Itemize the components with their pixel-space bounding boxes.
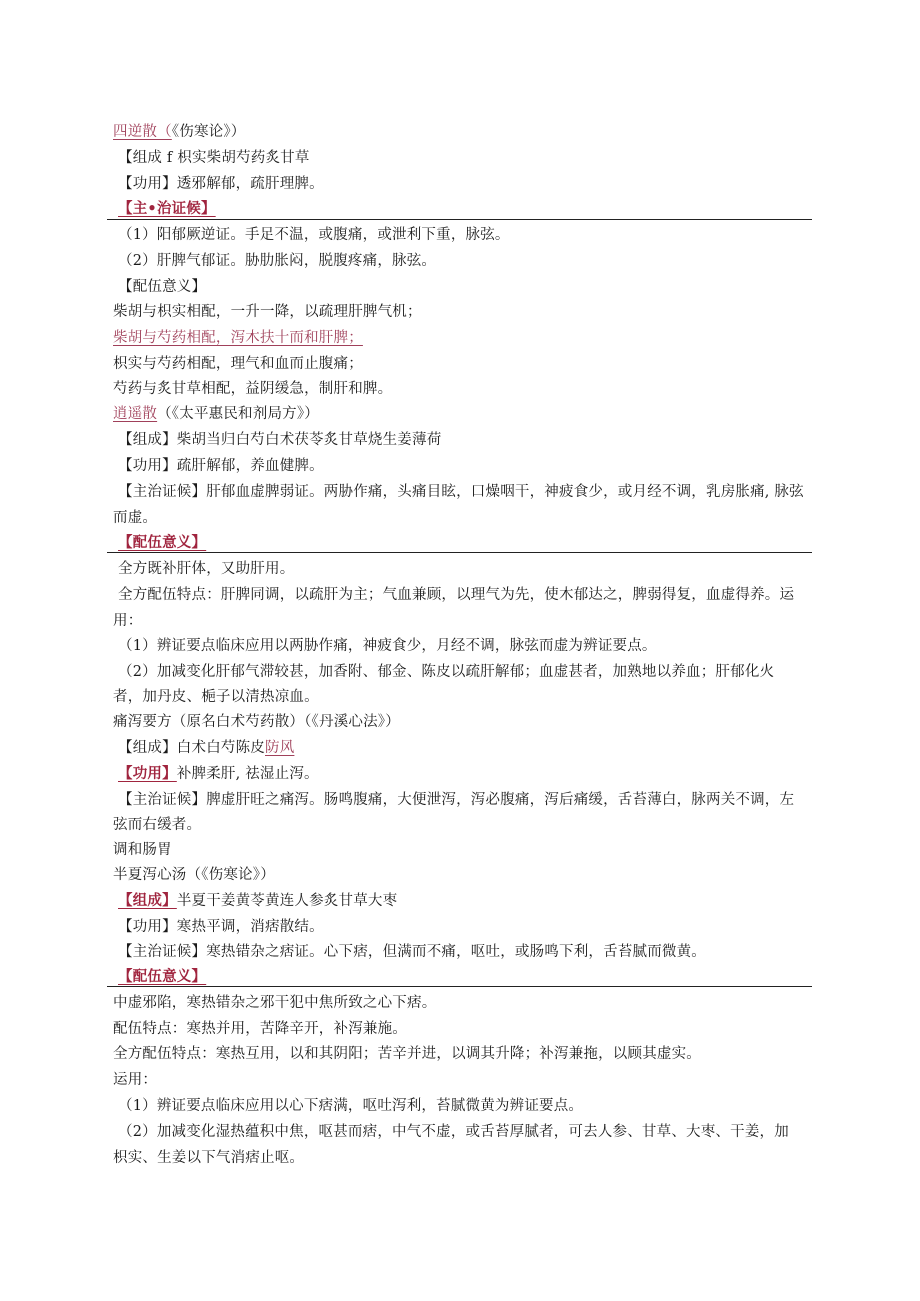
text-line: （2）加减变化湿热蕴积中焦，呕甚而痞，中气不虚，或舌苔厚腻者，可去人参、甘草、大枣、干姜，加	[118, 1124, 789, 1140]
composition-line	[118, 891, 397, 911]
composition-text: 【组成】白术白芍陈皮	[118, 740, 265, 756]
composition-label: 【组成】	[118, 892, 177, 909]
formula-title-tongxie: 痛泻要方（原名白术芍药散）（《丹溪心法》）	[113, 714, 400, 730]
text-line: 柴胡与枳实相配，一升一降，以疏理肝脾气机；	[113, 304, 422, 320]
divider-line	[107, 552, 812, 553]
indication-line: 【主治证候】脾虚肝旺之痛泻。肠鸣腹痛，大便泄泻，泻必腹痛，泻后痛缓，舌苔薄白，脉两关不调，左	[118, 792, 795, 808]
formula-title-banxia: 半夏泻心汤（《伤寒论》）	[113, 867, 275, 883]
text-line	[113, 328, 363, 348]
function-text: 补脾柔肝, 祛湿止泻。	[176, 766, 319, 782]
formula-title-xiaoyao	[113, 404, 319, 424]
function-line: 【功用】寒热平调，消痞散结。	[118, 919, 324, 935]
indication-line: 【主治证候】肝郁血虚脾弱证。两胁作痛，头痛目眩，口燥咽干，神疲食少，或月经不调，乳房胀痛, 脉弦	[118, 484, 804, 500]
heading-text: 【配伍意义】	[118, 968, 207, 985]
category-heading: 调和肠胃	[113, 842, 172, 858]
composition-text: 半夏干姜黄苓黄连人参炙甘草大枣	[176, 893, 398, 909]
text-line: 芍药与炙甘草相配，益阴缓急，制肝和脾。	[113, 381, 393, 397]
composition-line	[118, 738, 294, 758]
herb-link[interactable]: 防风	[265, 740, 295, 756]
formula-name-link[interactable]: 逍遥散	[113, 406, 158, 422]
divider-line	[107, 219, 812, 220]
text-line: 全方配伍特点：寒热互用，以和其阴阳；苦辛并进，以调其升降；补泻兼拖，以顾其虚实。	[113, 1046, 701, 1062]
text-line: 中虚邪陷，寒热错杂之邪干犯中焦所致之心下痞。	[113, 995, 437, 1011]
section-heading	[118, 967, 206, 987]
text-line: 全方既补肝体，又助肝用。	[118, 561, 295, 577]
text-line: 运用：	[113, 1072, 158, 1088]
text-line: （1）阳郁厥逆证。手足不温，或腹痛，或泄利下重，脉弦。	[118, 227, 510, 243]
function-line: 【功用】透邪解郁，疏肝理脾。	[118, 176, 324, 192]
heading-text: 【主•治证候】	[118, 200, 216, 217]
text-line: 枳实与芍药相配，理气和血而止腹痛；	[113, 356, 363, 372]
composition-line: 【组成 f 枳实柴胡芍药炙甘草	[118, 150, 310, 166]
text-line: 枳实、生姜以下气消痞止呕。	[113, 1150, 305, 1166]
text-line: 配伍特点：寒热并用，苦降辛开，补泻兼施。	[113, 1021, 407, 1037]
text-line: 【配伍意义】	[118, 279, 207, 295]
heading-text: 【配伍意义】	[118, 534, 207, 551]
function-label: 【功用】	[118, 765, 177, 782]
function-line: 【功用】疏肝解郁，养血健脾。	[118, 458, 324, 474]
text-line: 而虚。	[113, 510, 158, 526]
indication-line: 【主治证候】寒热错杂之痞证。心下痞，但满而不痛，呕吐，或肠鸣下利，舌苔腻而微黄。	[118, 944, 706, 960]
text-line: （1）辨证要点临床应用以心下痞满，呕吐泻利，苔腻微黄为辨证要点。	[118, 1098, 584, 1114]
text-line: （1）辨证要点临床应用以两胁作痛，神疲食少，月经不调，脉弦而虚为辨证要点。	[118, 638, 657, 654]
text-line: （2）肝脾气郁证。胁肋胀闷，脱腹疼痛，脉弦。	[118, 253, 437, 269]
section-heading	[118, 199, 216, 219]
divider-line	[107, 986, 812, 987]
text-line: 者，加丹皮、梔子以清热凉血。	[113, 689, 319, 705]
section-heading	[118, 533, 206, 553]
text-line: （2）加减变化肝郁气滞较甚，加香附、郁金、陈皮以疏肝解郁；血虚甚者，加熟地以养血；肝郁化火	[118, 664, 775, 680]
function-line	[118, 764, 319, 784]
highlight-link[interactable]: 柴胡与芍药相配，泻木扶十而和肝脾；	[113, 330, 363, 346]
formula-name-link[interactable]: 四逆散（	[113, 124, 172, 140]
text-line: 弦而右缓者。	[113, 817, 202, 833]
source-text: （《太平惠民和剂局方》）	[157, 406, 320, 422]
composition-line: 【组成】柴胡当归白芍白术茯苓炙甘草烧生姜薄荷	[118, 432, 442, 448]
source-text: 《伤寒论》）	[171, 124, 246, 140]
formula-title-sini	[113, 122, 246, 142]
text-line: 全方配伍特点：肝脾同调，以疏肝为主；气血兼顾，以理气为先，使木郁达之，脾弱得复，血虚得养。运	[118, 587, 795, 603]
text-line: 用：	[113, 613, 143, 629]
